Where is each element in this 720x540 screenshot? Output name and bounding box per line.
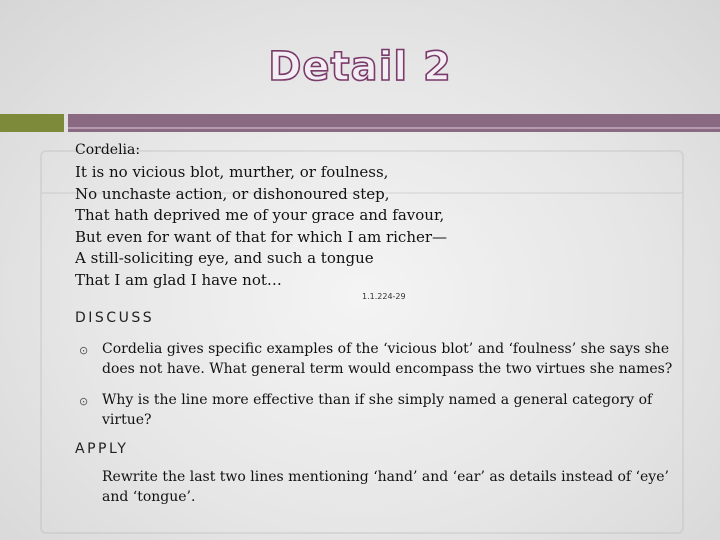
quote-line: No unchaste action, or dishonoured step, [75,184,390,203]
bullet-icon: ⊙ [79,395,89,408]
title-rule-accent [0,114,64,132]
title-rule [68,114,720,132]
quote-line: That I am glad I have not… [75,270,282,289]
apply-heading: APPLY [75,441,129,457]
quote-line: It is no vicious blot, murther, or foulness, [75,163,389,181]
quote-line: That hath deprived me of your grace and favour, [75,206,445,225]
slide-title: Detail 2 [268,44,452,90]
discuss-question-2: Why is the line more effective than if she simply named a general category of virtue? [102,392,653,428]
discuss-question-1: Cordelia gives specific examples of the ‘vicious blot’ and ‘foulness’ she says she does not have. What general term would encompass the two virtues she names? [102,341,673,377]
apply-prompt: Rewrite the last two lines mentioning ‘hand’ and ‘ear’ as details instead of ‘eye’ and ‘tongue’. [102,469,669,505]
speaker-name: Cordelia: [75,142,141,158]
quotation [75,162,447,292]
discuss-heading: DISCUSS [75,310,155,326]
line-citation: 1.1.224-29 [362,292,406,301]
quote-line: But even for want of that for which I am richer— [75,227,448,246]
bullet-icon: ⊙ [79,344,89,357]
quote-line: A still-soliciting eye, and such a tongue [75,249,374,268]
